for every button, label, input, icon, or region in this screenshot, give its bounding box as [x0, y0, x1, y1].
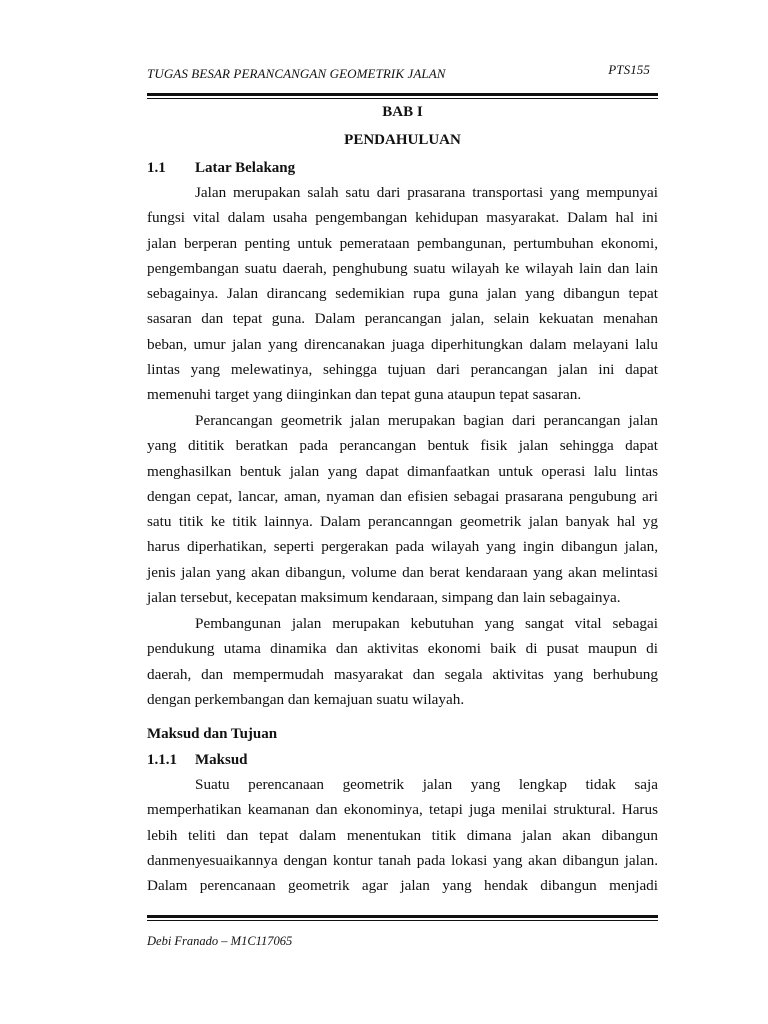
paragraph-line: Jalan merupakan salah satu dari prasarana transportasi yang mempunyai [195, 184, 658, 201]
footer-rule-thick [147, 915, 658, 918]
paragraph-line: pengembangan suatu daerah, penghubung suatu wilayah ke wilayah lain dan lain [147, 259, 658, 277]
paragraph-line: sasaran dan tepat guna. Dalam perancangan jalan, selain kekuatan menahan [147, 310, 658, 328]
running-header [147, 62, 658, 84]
header-title: TUGAS BESAR PERANCANGAN GEOMETRIK JALAN [147, 66, 446, 81]
header-rule-thin [147, 98, 658, 99]
section-title: Maksud [195, 752, 248, 768]
paragraph-line: harus diperhatikan, seperti pergerakan pada wilayah yang ingin dibangun jalan, [147, 538, 658, 556]
chapter-label: BAB I [382, 104, 423, 120]
section-heading-maksud-tujuan: Maksud dan Tujuan [147, 726, 278, 742]
paragraph-line: Perancangan geometrik jalan merupakan bagian dari perancangan jalan [195, 412, 658, 429]
paragraph-latar-belakang-2 [147, 408, 658, 610]
section-number: 1.1 [147, 160, 166, 176]
section-heading-1-1-1 [147, 752, 248, 769]
paragraph-line: jenis jalan yang akan dibangun, volume dan berat kendaraan yang akan melintasi [147, 563, 658, 581]
paragraph-line: daerah, dan mempermudah masyarakat dan segala aktivitas yang berhubung [147, 665, 658, 683]
paragraph-line: Dalam perencanaan geometrik agar jalan yang hendak dibangun menjadi [147, 877, 658, 895]
paragraph-line: memperhatikan keamanan dan ekonominya, tetapi juga menilai struktural. Harus [147, 801, 658, 819]
paragraph-line: dengan cepat, lancar, aman, nyaman dan efisien sebagai prasarana pengubung ari [147, 487, 658, 505]
paragraph-line: danmenyesuaikannya dengan kontur tanah pada lokasi yang akan dibangun jalan. [147, 851, 658, 869]
paragraph-line: Suatu perencanaan geometrik jalan yang lengkap tidak saja [195, 776, 658, 793]
paragraph-line: menghasilkan bentuk jalan yang dapat dimanfaatkan untuk operasi lalu lintas [147, 462, 658, 480]
footer-author: Debi Franado – M1C117065 [147, 934, 293, 948]
paragraph-line: jalan tersebut, kecepatan maksimum kendaraan, simpang dan lain sebagainya. [147, 589, 621, 607]
paragraph-maksud [147, 772, 658, 898]
paragraph-line: lebih teliti dan tepat dalam menentukan titik dimana jalan akan dibangun [147, 826, 658, 844]
paragraph-line: beban, umur jalan yang direncanakan juaga diperhitungkan dalam melayani lalu [147, 335, 658, 353]
header-rule-thick [147, 93, 658, 96]
paragraph-line: pendukung utama dinamika dan aktivitas ekonomi baik di pusat maupun di [147, 640, 658, 658]
chapter-title: PENDAHULUAN [344, 132, 461, 148]
paragraph-line: lintas yang melewatinya, sehingga tujuan dari perancangan jalan ini dapat [147, 361, 658, 379]
paragraph-line: fungsi vital dalam usaha pengembangan kehidupan masyarakat. Dalam hal ini [147, 209, 658, 227]
footer-rule-thin [147, 920, 658, 921]
paragraph-line: Pembangunan jalan merupakan kebutuhan yang sangat vital sebagai [195, 615, 658, 632]
section-title: Latar Belakang [195, 160, 296, 176]
paragraph-line: dengan perkembangan dan kemajuan suatu wilayah. [147, 690, 465, 708]
paragraph-line: satu titik ke titik lainnya. Dalam perancanngan geometrik jalan banyak hal yg [147, 513, 658, 531]
paragraph-line: jalan berperan penting untuk pemerataan pembangunan, pertumbuhan ekonomi, [147, 234, 658, 252]
paragraph-line: sebagainya. Jalan dirancang sedemikian rupa guna jalan yang dibangun tepat [147, 285, 658, 303]
section-number: 1.1.1 [147, 752, 177, 768]
paragraph-line: memenuhi target yang diinginkan dan tepat guna ataupun tepat sasaran. [147, 386, 582, 404]
paragraph-line: yang dititik beratkan pada perancangan bentuk fisik jalan sehingga dapat [147, 437, 658, 455]
section-heading-1-1 [147, 160, 295, 177]
header-course-code: PTS155 [608, 62, 650, 77]
paragraph-latar-belakang-1 [147, 180, 658, 408]
paragraph-latar-belakang-3 [147, 611, 658, 712]
